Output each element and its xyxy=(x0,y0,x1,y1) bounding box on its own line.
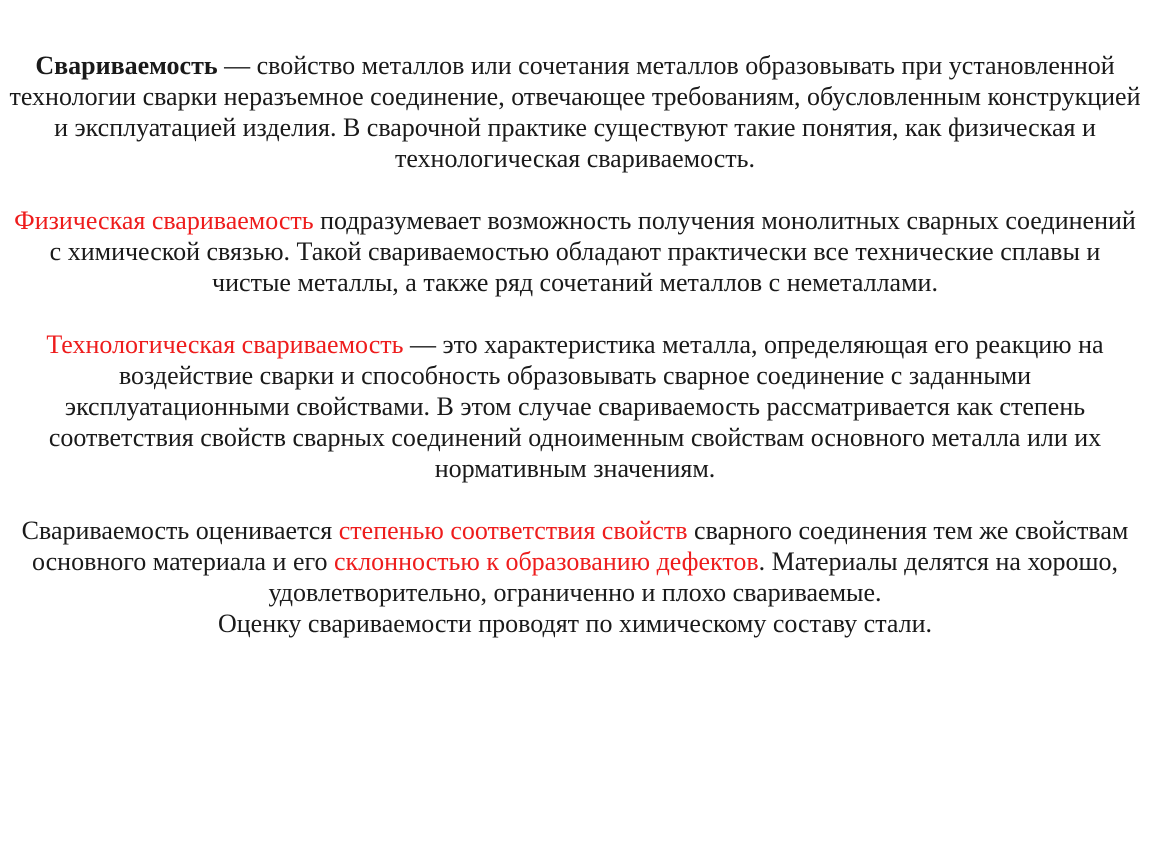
paragraph-physical-weldability xyxy=(8,205,1142,298)
assessment-text-2: сварного соединения тем же свойствам основного материала и его xyxy=(31,516,1129,576)
term-physical-weldability: Физическая свариваемость xyxy=(14,206,314,235)
highlight-property-conformity: степенью соответствия свойств xyxy=(338,516,688,545)
term-weldability: Свариваемость xyxy=(35,51,218,80)
term-technological-weldability: Технологическая свариваемость xyxy=(46,330,404,359)
assessment-text-3: . Материалы делятся на хорошо, удовлетворительно, ограниченно и плохо свариваемые. xyxy=(268,547,1119,607)
slide-body xyxy=(8,50,1142,639)
physical-weldability-text: подразумевает возможность получения монолитных сварных соединений с химической связью. Такой свариваемостью обладают практически все технические сплавы и чистые металлы, а также ряд сочетаний металлов с неметаллами. xyxy=(49,206,1136,297)
highlight-defect-tendency: склонностью к образованию дефектов xyxy=(334,547,759,576)
assessment-conclusion: Оценку свариваемости проводят по химическому составу стали. xyxy=(217,609,933,638)
paragraph-technological-weldability xyxy=(8,329,1142,484)
technological-weldability-text: — это характеристика металла, определяющая его реакцию на воздействие сварки и способность образовывать сварное соединение с заданными эксплуатационными свойствами. В этом случае свариваемость рассматривается как степень соответствия свойств сварных соединений одноименным свойствам основного металла или их нормативным значениям. xyxy=(48,330,1104,483)
definition-text: — свойство металлов или сочетания металлов образовывать при установленной технологии сварки неразъемное соединение, отвечающее требованиям, обусловленным конструкцией и эксплуатацией изделия. В сварочной практике существуют такие понятия, как физическая и технологическая свариваемость. xyxy=(9,51,1141,173)
paragraph-definition xyxy=(8,50,1142,174)
assessment-text-1: Свариваемость оценивается xyxy=(21,516,339,545)
paragraph-assessment xyxy=(8,515,1142,639)
